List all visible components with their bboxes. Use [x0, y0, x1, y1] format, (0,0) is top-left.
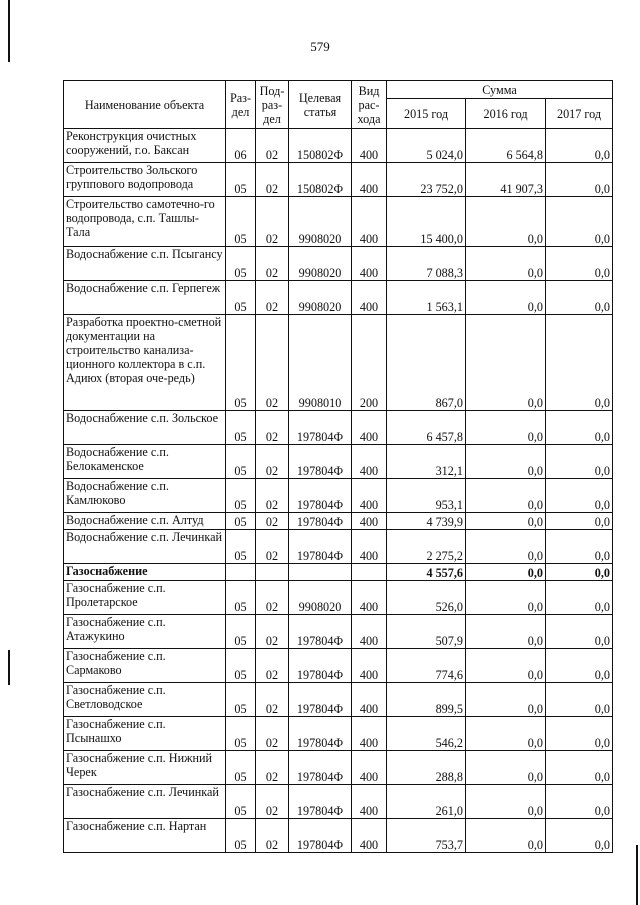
row-2017: 0,0 [546, 751, 613, 785]
row-2017: 0,0 [546, 564, 613, 581]
row-2015: 312,1 [387, 445, 466, 479]
row-razdel: 05 [226, 615, 256, 649]
row-razdel: 05 [226, 411, 256, 445]
row-name: Водоснабжение с.п. Алтуд [64, 513, 226, 530]
row-2017: 0,0 [546, 281, 613, 315]
table-row [64, 649, 613, 683]
row-vid: 400 [352, 281, 387, 315]
row-vid: 400 [352, 683, 387, 717]
row-2017: 0,0 [546, 163, 613, 197]
row-vid: 400 [352, 649, 387, 683]
row-vid: 400 [352, 247, 387, 281]
row-razdel: 05 [226, 785, 256, 819]
row-podrazdel: 02 [256, 530, 289, 564]
row-statya: 150802Ф [289, 129, 352, 163]
row-vid: 400 [352, 717, 387, 751]
row-statya: 197804Ф [289, 819, 352, 853]
row-statya: 9908020 [289, 281, 352, 315]
row-podrazdel: 02 [256, 479, 289, 513]
row-vid: 400 [352, 129, 387, 163]
row-statya: 197804Ф [289, 445, 352, 479]
row-podrazdel: 02 [256, 683, 289, 717]
row-statya [289, 564, 352, 581]
row-name: Строительство Зольского группового водопровода [64, 163, 226, 197]
row-vid: 400 [352, 615, 387, 649]
row-2016: 0,0 [466, 683, 546, 717]
header-summa: Сумма [387, 81, 613, 99]
table-row [64, 315, 613, 411]
row-2016: 0,0 [466, 247, 546, 281]
row-statya: 197804Ф [289, 530, 352, 564]
row-razdel [226, 564, 256, 581]
row-2015: 753,7 [387, 819, 466, 853]
table-row [64, 513, 613, 530]
row-statya: 9908020 [289, 247, 352, 281]
row-razdel: 05 [226, 581, 256, 615]
row-name: Газоснабжение с.п. Лечинкай [64, 785, 226, 819]
table-row [64, 581, 613, 615]
row-2015: 23 752,0 [387, 163, 466, 197]
row-name: Водоснабжение с.п. Псыгансу [64, 247, 226, 281]
row-name: Водоснабжение с.п. Белокаменское [64, 445, 226, 479]
table-row [64, 819, 613, 853]
row-statya: 197804Ф [289, 717, 352, 751]
row-podrazdel: 02 [256, 411, 289, 445]
row-vid: 400 [352, 479, 387, 513]
row-statya: 9908010 [289, 315, 352, 411]
table-row [64, 129, 613, 163]
row-podrazdel [256, 564, 289, 581]
row-vid: 400 [352, 197, 387, 247]
row-2016: 6 564,8 [466, 129, 546, 163]
row-vid [352, 564, 387, 581]
row-2016: 41 907,3 [466, 163, 546, 197]
row-name: Газоснабжение с.п. Нижний Черек [64, 751, 226, 785]
row-vid: 400 [352, 411, 387, 445]
row-statya: 197804Ф [289, 615, 352, 649]
row-name: Газоснабжение с.п. Сармаково [64, 649, 226, 683]
row-2016: 0,0 [466, 581, 546, 615]
row-podrazdel: 02 [256, 197, 289, 247]
row-razdel: 05 [226, 530, 256, 564]
row-vid: 400 [352, 581, 387, 615]
table-row [64, 751, 613, 785]
row-2017: 0,0 [546, 129, 613, 163]
header-vid: Вид рас- хода [352, 81, 387, 129]
row-2017: 0,0 [546, 315, 613, 411]
row-statya: 197804Ф [289, 785, 352, 819]
row-razdel: 05 [226, 479, 256, 513]
row-name: Газоснабжение с.п. Пролетарское [64, 581, 226, 615]
row-2016: 0,0 [466, 649, 546, 683]
page-number: 579 [310, 39, 330, 54]
table-body [64, 129, 613, 853]
row-2017: 0,0 [546, 785, 613, 819]
row-razdel: 06 [226, 129, 256, 163]
row-podrazdel: 02 [256, 751, 289, 785]
row-razdel: 05 [226, 445, 256, 479]
row-statya: 197804Ф [289, 683, 352, 717]
table-row [64, 281, 613, 315]
row-podrazdel: 02 [256, 247, 289, 281]
row-podrazdel: 02 [256, 581, 289, 615]
row-podrazdel: 02 [256, 129, 289, 163]
row-2016: 0,0 [466, 479, 546, 513]
row-2017: 0,0 [546, 197, 613, 247]
row-razdel: 05 [226, 819, 256, 853]
row-2017: 0,0 [546, 819, 613, 853]
row-2015: 15 400,0 [387, 197, 466, 247]
row-razdel: 05 [226, 281, 256, 315]
row-name: Строительство самотечно-го водопровода, с.п. Ташлы-Тала [64, 197, 226, 247]
row-name: Водоснабжение с.п. Зольское [64, 411, 226, 445]
row-2016: 0,0 [466, 197, 546, 247]
row-2015: 4 739,9 [387, 513, 466, 530]
table-row [64, 615, 613, 649]
row-name: Реконструкция очистных сооружений, г.о. Баксан [64, 129, 226, 163]
header-2016: 2016 год [466, 99, 546, 129]
row-2015: 2 275,2 [387, 530, 466, 564]
row-2016: 0,0 [466, 819, 546, 853]
row-2015: 4 557,6 [387, 564, 466, 581]
row-name: Водоснабжение с.п. Лечинкай [64, 530, 226, 564]
row-name: Водоснабжение с.п. Герпегеж [64, 281, 226, 315]
table-row [64, 564, 613, 581]
row-2017: 0,0 [546, 717, 613, 751]
row-vid: 200 [352, 315, 387, 411]
table-row [64, 163, 613, 197]
row-name: Газоснабжение с.п. Атажукино [64, 615, 226, 649]
row-2016: 0,0 [466, 751, 546, 785]
row-2015: 953,1 [387, 479, 466, 513]
row-2015: 774,6 [387, 649, 466, 683]
row-2016: 0,0 [466, 513, 546, 530]
row-2015: 867,0 [387, 315, 466, 411]
budget-table [63, 80, 613, 853]
row-name: Разработка проектно-сметной документации на строительство канализа-ционного коллектора в с.п. Адиюх (вторая оче-редь) [64, 315, 226, 411]
row-razdel: 05 [226, 717, 256, 751]
row-2017: 0,0 [546, 513, 613, 530]
row-2016: 0,0 [466, 411, 546, 445]
row-vid: 400 [352, 530, 387, 564]
row-2015: 526,0 [387, 581, 466, 615]
row-2015: 288,8 [387, 751, 466, 785]
row-2017: 0,0 [546, 683, 613, 717]
row-vid: 400 [352, 785, 387, 819]
row-statya: 150802Ф [289, 163, 352, 197]
header-2017: 2017 год [546, 99, 613, 129]
row-razdel: 05 [226, 751, 256, 785]
row-vid: 400 [352, 751, 387, 785]
row-2016: 0,0 [466, 530, 546, 564]
row-name: Газоснабжение [64, 564, 226, 581]
row-podrazdel: 02 [256, 281, 289, 315]
row-2016: 0,0 [466, 281, 546, 315]
header-name: Наименование объекта [64, 81, 226, 129]
row-vid: 400 [352, 445, 387, 479]
row-name: Газоснабжение с.п. Псынашхо [64, 717, 226, 751]
row-podrazdel: 02 [256, 785, 289, 819]
header-statya: Целевая статья [289, 81, 352, 129]
row-2016: 0,0 [466, 445, 546, 479]
row-2015: 507,9 [387, 615, 466, 649]
row-2016: 0,0 [466, 717, 546, 751]
row-name: Газоснабжение с.п. Светловодское [64, 683, 226, 717]
row-vid: 400 [352, 819, 387, 853]
table-row [64, 197, 613, 247]
right-margin-line [636, 845, 638, 905]
row-podrazdel: 02 [256, 819, 289, 853]
row-name: Газоснабжение с.п. Нартан [64, 819, 226, 853]
row-razdel: 05 [226, 163, 256, 197]
row-podrazdel: 02 [256, 163, 289, 197]
row-razdel: 05 [226, 683, 256, 717]
row-statya: 197804Ф [289, 411, 352, 445]
row-2016: 0,0 [466, 785, 546, 819]
row-statya: 197804Ф [289, 479, 352, 513]
row-2016: 0,0 [466, 315, 546, 411]
row-2017: 0,0 [546, 615, 613, 649]
table-row [64, 785, 613, 819]
row-2016: 0,0 [466, 564, 546, 581]
row-name: Водоснабжение с.п. Камлюково [64, 479, 226, 513]
row-2017: 0,0 [546, 581, 613, 615]
row-statya: 197804Ф [289, 513, 352, 530]
header-2015: 2015 год [387, 99, 466, 129]
row-2015: 261,0 [387, 785, 466, 819]
row-podrazdel: 02 [256, 445, 289, 479]
table-row [64, 683, 613, 717]
row-2016: 0,0 [466, 615, 546, 649]
row-podrazdel: 02 [256, 615, 289, 649]
row-statya: 9908020 [289, 581, 352, 615]
row-2015: 6 457,8 [387, 411, 466, 445]
row-statya: 9908020 [289, 197, 352, 247]
row-podrazdel: 02 [256, 649, 289, 683]
row-2015: 1 563,1 [387, 281, 466, 315]
table-row [64, 445, 613, 479]
row-podrazdel: 02 [256, 717, 289, 751]
table-row [64, 411, 613, 445]
row-razdel: 05 [226, 247, 256, 281]
row-2015: 7 088,3 [387, 247, 466, 281]
header-razdel: Раз- дел [226, 81, 256, 129]
table-row [64, 717, 613, 751]
row-2017: 0,0 [546, 411, 613, 445]
row-2015: 546,2 [387, 717, 466, 751]
row-2015: 899,5 [387, 683, 466, 717]
row-razdel: 05 [226, 513, 256, 530]
table-row [64, 530, 613, 564]
header-podrazdel: Под- раз- дел [256, 81, 289, 129]
row-2017: 0,0 [546, 247, 613, 281]
table-row [64, 247, 613, 281]
row-podrazdel: 02 [256, 513, 289, 530]
row-vid: 400 [352, 513, 387, 530]
row-2017: 0,0 [546, 445, 613, 479]
row-razdel: 05 [226, 649, 256, 683]
table-row [64, 479, 613, 513]
row-razdel: 05 [226, 197, 256, 247]
row-2015: 5 024,0 [387, 129, 466, 163]
row-podrazdel: 02 [256, 315, 289, 411]
row-2017: 0,0 [546, 479, 613, 513]
left-margin-line-mid [8, 650, 10, 685]
row-statya: 197804Ф [289, 649, 352, 683]
row-statya: 197804Ф [289, 751, 352, 785]
row-razdel: 05 [226, 315, 256, 411]
row-vid: 400 [352, 163, 387, 197]
row-2017: 0,0 [546, 649, 613, 683]
row-2017: 0,0 [546, 530, 613, 564]
